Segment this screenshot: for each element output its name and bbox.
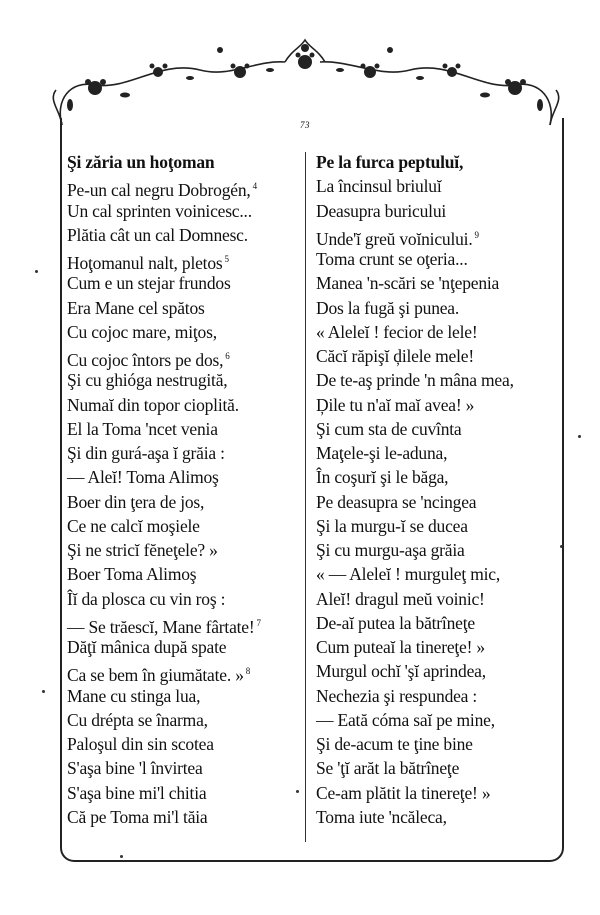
page-number: 73 xyxy=(300,120,310,130)
verse-text: El la Toma 'ncet venia xyxy=(67,418,218,439)
verse-line xyxy=(67,150,299,174)
verse-line xyxy=(67,296,299,320)
verse-line xyxy=(67,684,299,708)
verse-text: Unde'ĭ greŭ voĭnicului. xyxy=(316,228,473,249)
verse-text: Şi cu ghióga nestrugită, xyxy=(67,370,228,391)
verse-text: S'aşa bine 'l învirtea xyxy=(67,758,203,779)
verse-line xyxy=(67,368,299,392)
verse-text: Şi la murgu-ĭ se ducea xyxy=(316,515,468,536)
verse-line xyxy=(316,587,556,611)
verse-text: Cum puteaĭ la tinereţe! » xyxy=(316,637,485,657)
verse-line xyxy=(316,781,556,805)
verse-text: Ḑile tu n'aĭ maĭ avea! » xyxy=(316,394,475,415)
verse-line xyxy=(316,611,556,635)
verse-line xyxy=(67,732,299,756)
verse-text: Maţele-şi le-aduna, xyxy=(316,443,448,463)
ink-speck xyxy=(35,270,38,273)
verse-text: Un cal sprinten voinicesc... xyxy=(67,200,252,221)
verse-text: Murgul ochĭ 'şĭ aprindea, xyxy=(316,661,486,682)
verse-line xyxy=(67,490,299,514)
verse-text: Şi cu murgu-aşa grăia xyxy=(316,540,465,560)
verse-text: Plătia cât un cal Domnesc. xyxy=(67,224,248,245)
verse-line xyxy=(316,393,556,417)
left-verse-column xyxy=(67,150,299,829)
verse-text: Numaĭ din topor cioplită. xyxy=(67,394,239,415)
verse-text: Că pe Toma mi'l tăia xyxy=(67,806,208,827)
verse-text: De-aĭ putea la bătrîneţe xyxy=(316,612,475,633)
verse-line xyxy=(316,223,556,247)
verse-text: Toma iute 'ncăleca, xyxy=(316,806,447,827)
verse-line xyxy=(316,417,556,441)
ink-speck xyxy=(120,855,123,858)
ink-speck xyxy=(578,435,581,438)
verse-line xyxy=(67,223,299,247)
verse-line xyxy=(67,344,299,368)
verse-line xyxy=(67,271,299,295)
verse-text: Pe-un cal negru Dobrogén, xyxy=(67,180,251,201)
verse-text: Ca se bem în giumătate. » xyxy=(67,665,244,686)
verse-text: Îĭ da plosca cu vin roş : xyxy=(67,588,226,609)
verse-text: De te-aş prinde 'n mâna mea, xyxy=(316,370,514,391)
footnote-marker: 9 xyxy=(474,229,480,240)
verse-text: Cu drépta se înarma, xyxy=(67,709,208,730)
verse-text: Boer din ţera de jos, xyxy=(67,491,205,512)
verse-text: Dăţĭ mânica după spate xyxy=(67,637,227,657)
verse-line xyxy=(316,150,556,174)
verse-text: « Aleleĭ ! fecior de lele! xyxy=(316,321,478,342)
verse-line xyxy=(67,538,299,562)
verse-line xyxy=(316,562,556,586)
verse-line xyxy=(316,514,556,538)
verse-line xyxy=(67,417,299,441)
verse-text: Hoţomanul nalt, pletos xyxy=(67,253,223,273)
verse-text: Pe deasupra se 'ncingea xyxy=(316,491,477,512)
verse-line xyxy=(316,490,556,514)
footnote-marker: 5 xyxy=(224,254,230,264)
verse-text: Dos la fugă şi punea. xyxy=(316,297,460,318)
verse-text: Cu cojoc mare, miţos, xyxy=(67,321,217,342)
verse-text: — Se trăescĭ, Mane fârtate! xyxy=(67,616,255,637)
verse-text: Cu cojoc întors pe dos, xyxy=(67,350,224,370)
verse-line xyxy=(316,199,556,223)
verse-text: — Aleĭ! Toma Alimoş xyxy=(67,467,219,488)
verse-text: Şi de-acum te ţine bine xyxy=(316,734,473,754)
verse-line xyxy=(67,514,299,538)
footnote-marker: 4 xyxy=(252,181,258,192)
verse-line xyxy=(67,562,299,586)
verse-line xyxy=(316,708,556,732)
footnote-marker: 8 xyxy=(245,666,251,677)
verse-line xyxy=(316,684,556,708)
verse-line xyxy=(316,805,556,829)
verse-line xyxy=(316,320,556,344)
footnote-marker: 6 xyxy=(225,351,230,361)
verse-text: Mane cu stinga lua, xyxy=(67,685,201,706)
verse-text: « — Aleleĭ ! murguleţ mic, xyxy=(316,564,501,585)
verse-line xyxy=(67,756,299,780)
verse-text: Ce ne calcĭ moşiele xyxy=(67,515,200,536)
verse-text: Ce-am plătit la tinereţe! » xyxy=(316,782,491,803)
verse-text: Pe la furca peptuluĭ, xyxy=(316,152,464,172)
verse-line xyxy=(67,805,299,829)
verse-line xyxy=(67,465,299,489)
verse-line xyxy=(316,174,556,198)
verse-line xyxy=(67,199,299,223)
ink-speck xyxy=(296,790,299,793)
ink-speck xyxy=(42,690,45,693)
verse-text: La încinsul briuluĭ xyxy=(316,176,442,197)
ink-speck xyxy=(560,545,563,548)
verse-text: Boer Toma Alimoş xyxy=(67,564,197,585)
verse-line xyxy=(316,441,556,465)
verse-text: Căcĭ răpişĭ ḑilele mele! xyxy=(316,346,474,366)
verse-text: Se 'ţĭ arăt la bătrîneţe xyxy=(316,758,460,779)
verse-line xyxy=(316,732,556,756)
verse-line xyxy=(316,635,556,659)
verse-text: Şi zăria un hoţoman xyxy=(67,152,215,172)
verse-text: Paloşul din sin scotea xyxy=(67,734,214,754)
verse-line xyxy=(67,708,299,732)
verse-text: — Eată cóma saĭ pe mine, xyxy=(316,709,495,730)
verse-text: Aleĭ! dragul meŭ voinic! xyxy=(316,588,485,609)
verse-text: Cum e un stejar frundos xyxy=(67,273,231,294)
verse-line xyxy=(67,247,299,271)
verse-text: Şi cum sta de cuvînta xyxy=(316,418,462,439)
verse-text: Toma crunt se oţeria... xyxy=(316,249,468,269)
verse-line xyxy=(67,587,299,611)
verse-line xyxy=(67,659,299,686)
verse-line xyxy=(67,320,299,344)
verse-line xyxy=(67,611,299,635)
verse-line xyxy=(316,344,556,368)
column-divider xyxy=(305,152,306,842)
footnote-marker: 7 xyxy=(256,617,261,628)
verse-text: Manea 'n-scări se 'nţepenia xyxy=(316,273,500,294)
verse-text: Deasupra buricului xyxy=(316,200,447,221)
verse-line xyxy=(316,247,556,271)
verse-line xyxy=(67,441,299,465)
verse-text: S'aşa bine mi'l chitia xyxy=(67,782,207,803)
verse-line xyxy=(316,465,556,489)
verse-line xyxy=(316,368,556,392)
verse-text: Nechezia şi respundea : xyxy=(316,685,478,706)
verse-line xyxy=(67,393,299,417)
verse-line xyxy=(316,756,556,780)
right-verse-column xyxy=(316,150,556,829)
verse-text: Şi ne stricĭ fĕneţele? » xyxy=(67,540,218,560)
verse-line xyxy=(67,635,299,659)
verse-line xyxy=(316,538,556,562)
verse-line xyxy=(67,174,299,201)
verse-text: Era Mane cel spătos xyxy=(67,297,205,318)
verse-line xyxy=(67,781,299,805)
verse-line xyxy=(316,271,556,295)
verse-text: Şi din gurá-aşa ĭ grăia : xyxy=(67,443,225,463)
verse-line xyxy=(316,659,556,683)
verse-text: În coşurĭ şi le băga, xyxy=(316,467,449,488)
verse-line xyxy=(316,296,556,320)
